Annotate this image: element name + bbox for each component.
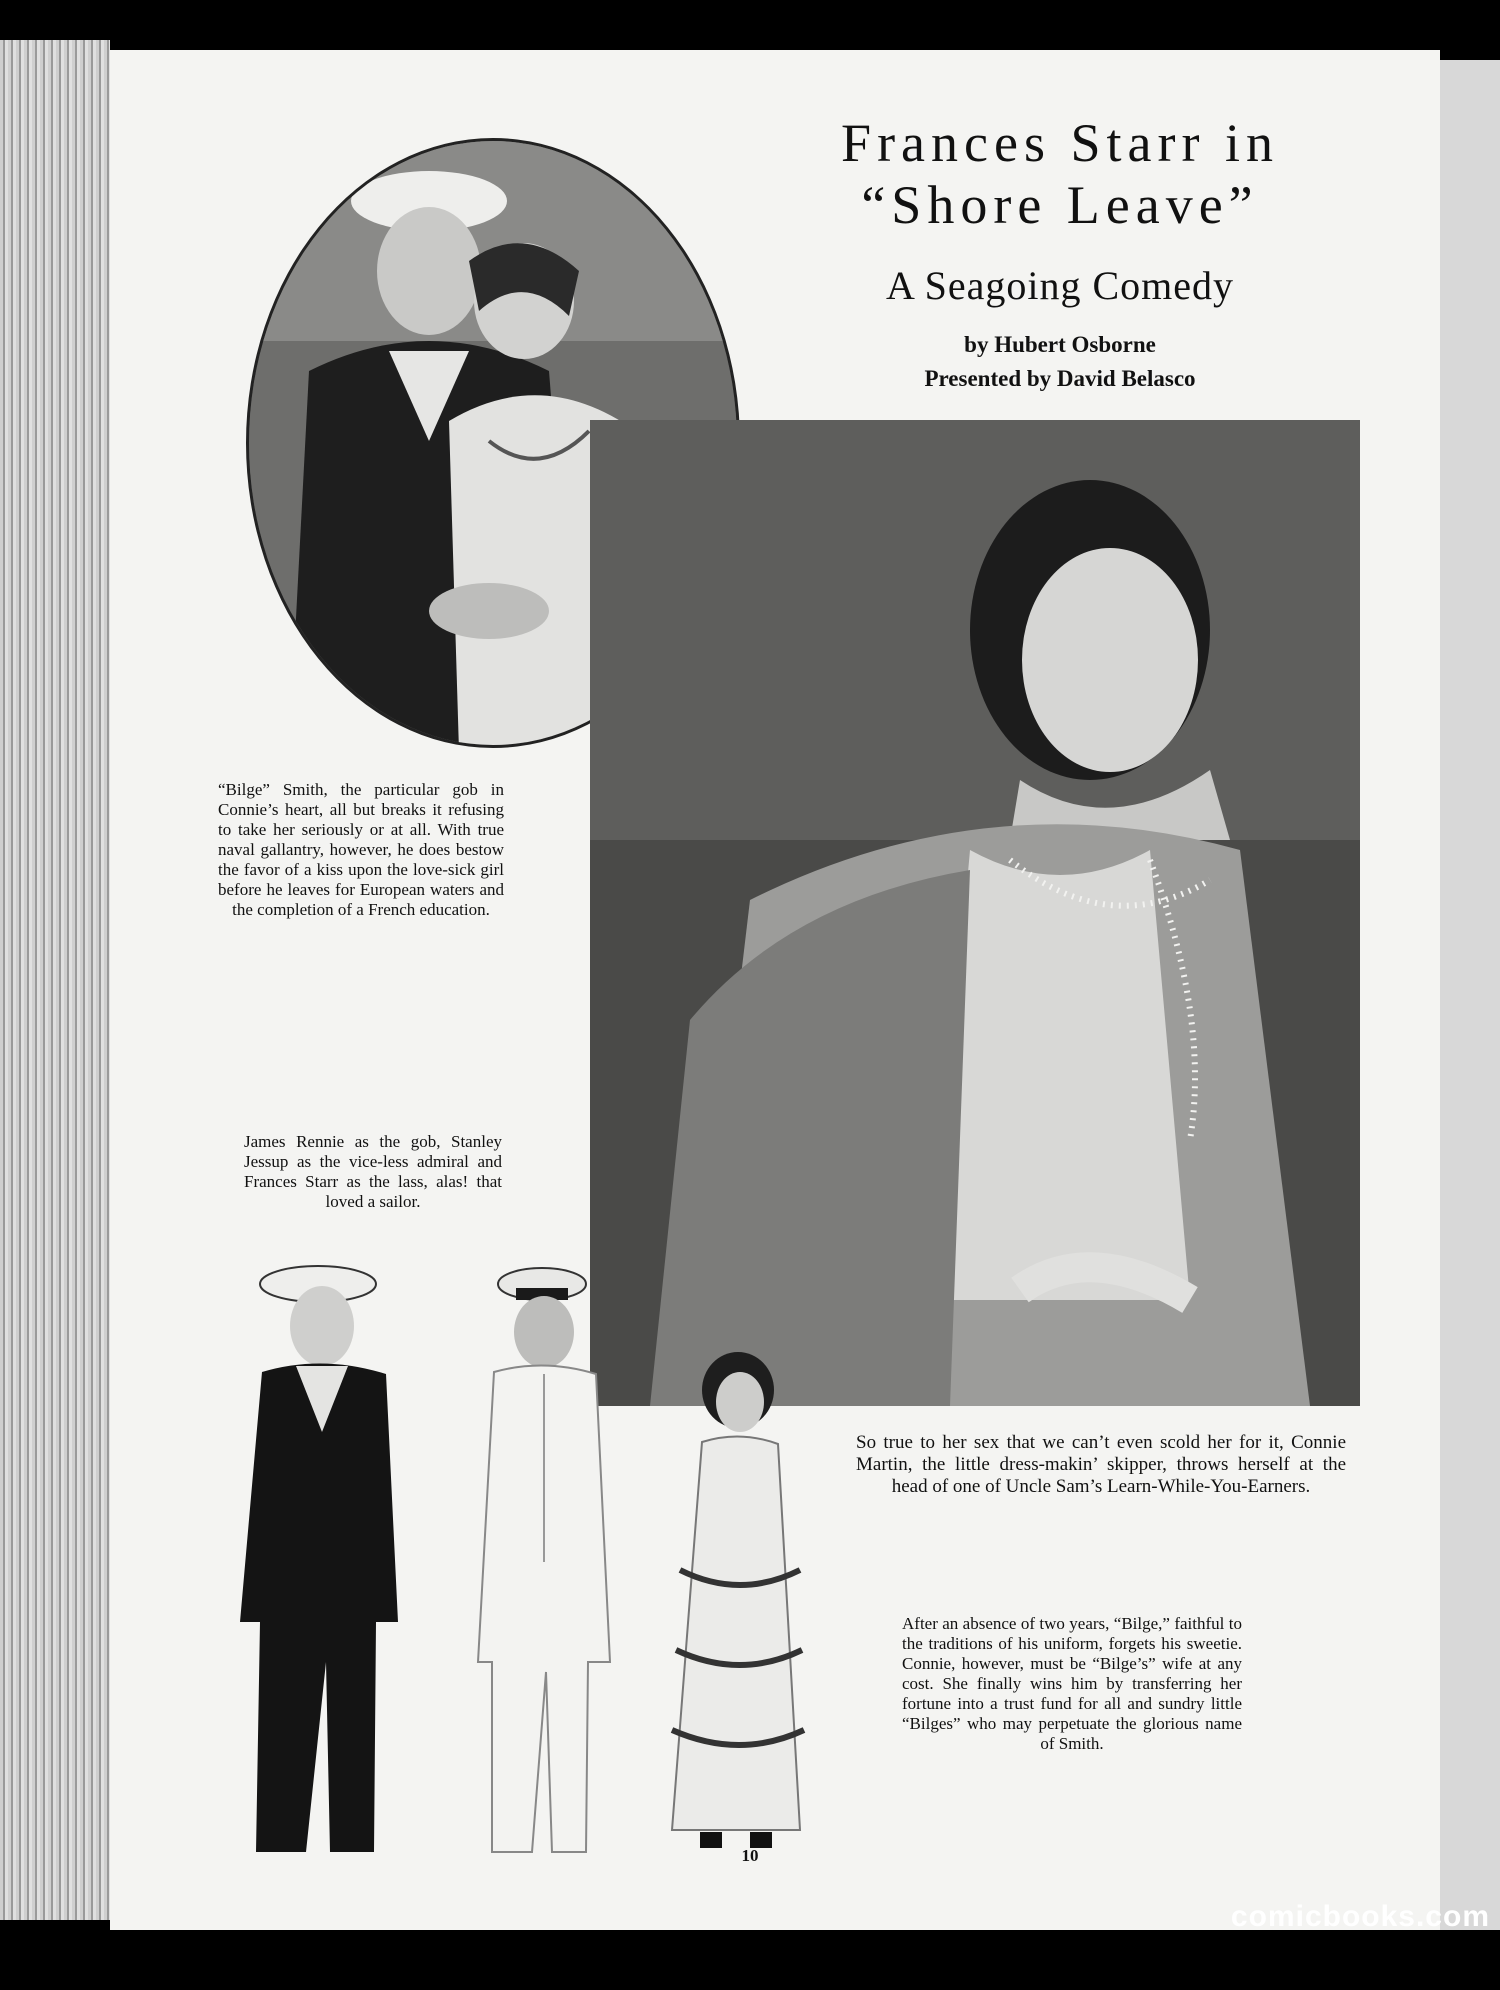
title-line-1: Frances Starr in: [841, 113, 1279, 173]
watermark: comicbooks.com: [1230, 1900, 1490, 1933]
cutout-connie-figure: [650, 1350, 820, 1850]
author-line: by Hubert Osborne: [964, 332, 1156, 357]
caption-after-absence: After an absence of two years, “Bilge,” faithful to the traditions of his uniform, forgets his sweetie. Connie, however, must be “Bilge’s” wife at any cost. She finally wins him by transferring her fortune into a trust fund for all and sundry little “Bilges” who may perpetuate the glorious name of Smith.: [902, 1614, 1242, 1753]
caption-cast: James Rennie as the gob, Stanley Jessup as the vice-less admiral and Frances Starr as the lass, alas! that loved a sailor.: [244, 1132, 502, 1211]
byline: [770, 328, 1350, 396]
facing-page: [1440, 60, 1500, 1930]
cutout-sailor-figure: [226, 1262, 416, 1858]
caption-connie-martin: So true to her sex that we can’t even scold her for it, Connie Martin, the little dress-makin’ skipper, throws herself at the head of one of Uncle Sam’s Learn-While-You-Earners.: [856, 1432, 1346, 1497]
portrait-photo-frances-starr: [590, 420, 1360, 1406]
article-subtitle: A Seagoing Comedy: [885, 263, 1235, 308]
cutout-admiral-figure: [468, 1262, 628, 1858]
caption-bilge-smith: “Bilge” Smith, the particular gob in Connie’s heart, all but breaks it refusing to take her seriously or at all. With true naval gallantry, however, he does bestow the favor of a kiss upon the love-sick girl before he leaves for European waters and the completion of a French education.: [218, 780, 504, 919]
article-title: [770, 112, 1350, 236]
portrait-illustration: [590, 420, 1360, 1406]
book-page-edges: [0, 40, 110, 1920]
presenter-line: Presented by David Belasco: [924, 366, 1196, 391]
page-number: 10: [741, 1846, 759, 1865]
book-binding-top: [0, 0, 1500, 50]
title-line-2: “Shore Leave”: [861, 175, 1259, 235]
